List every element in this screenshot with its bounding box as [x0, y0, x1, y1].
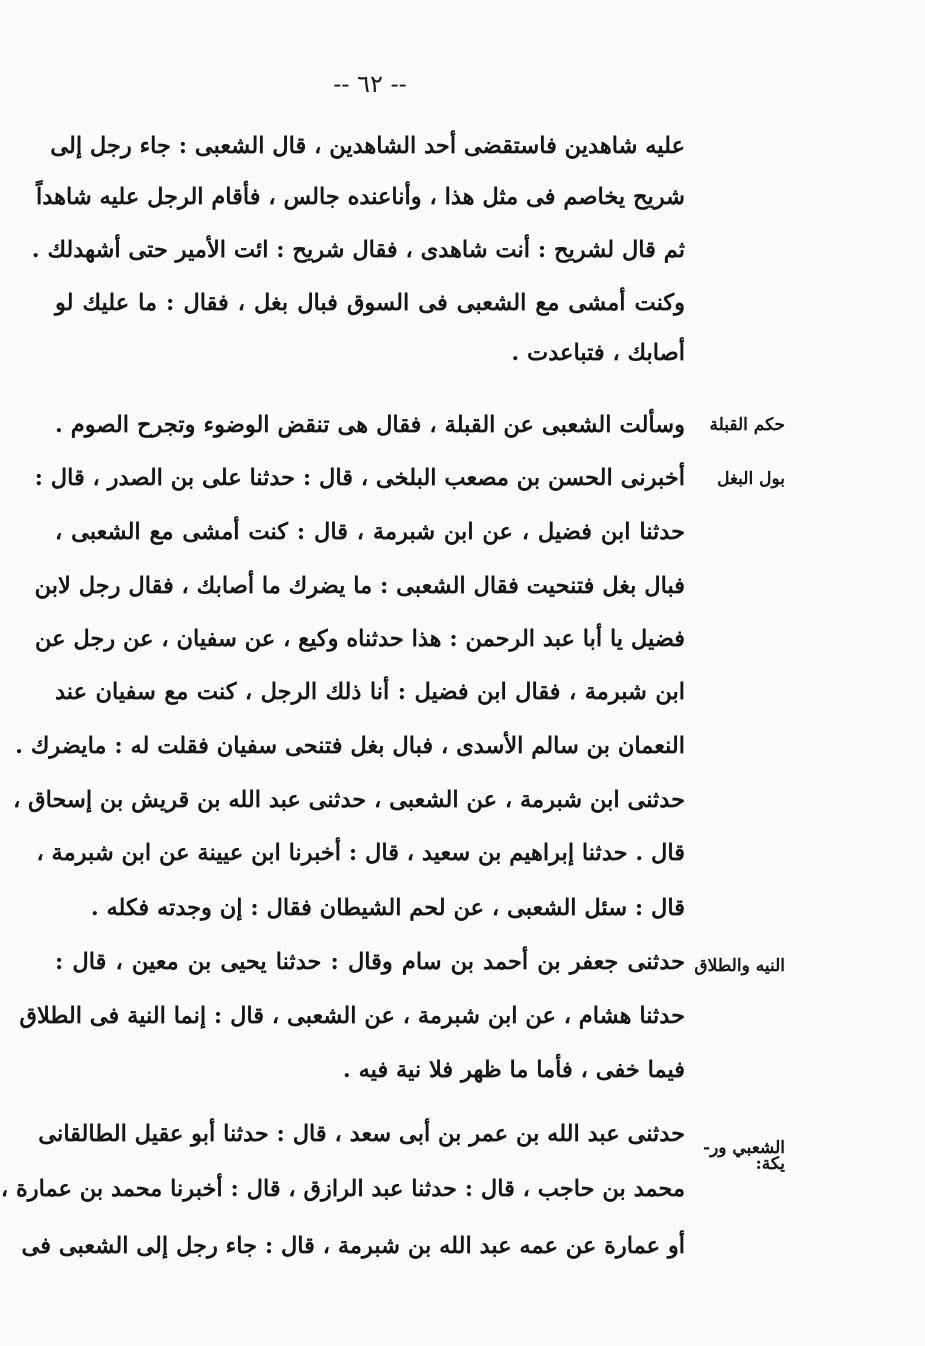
text-line: عليه شاهدين فاستقضى أحد الشاهدين ، قال الشعبى : جاء رجل إلى: [50, 133, 685, 159]
text-line: أصابك ، فتباعدت .: [511, 340, 685, 366]
margin-note: بول البغل: [717, 469, 785, 489]
text-line: حدثنا ابن فضيل ، عن ابن شبرمة ، قال : كنت أمشى مع الشعبى ،: [55, 519, 685, 545]
text-line: وسألت الشعبى عن القبلة ، فقال هى تنقض الوضوء وتجرح الصوم .: [55, 412, 685, 438]
text-line: فضيل يا أبا عبد الرحمن : هذا حدثناه وكيع ، عن سفيان ، عن رجل عن: [34, 626, 685, 652]
margin-note: النيه والطلاق: [694, 956, 785, 976]
text-line: قال . حدثنا إبراهيم بن سعيد ، قال : أخبرنا ابن عيينة عن ابن شبرمة ،: [36, 840, 685, 866]
text-line: حدثنى جعفر بن أحمد بن سام وقال : حدثنا يحيى بن معين ، قال :: [55, 949, 685, 975]
text-line: حدثنا هشام ، عن ابن شبرمة ، عن الشعبى ، قال : إنما النية فى الطلاق: [19, 1003, 685, 1029]
text-line: وكنت أمشى مع الشعبى فى السوق فبال بغل ، فقال : ما عليك لو: [55, 290, 685, 316]
text-line: شريح يخاصم فى مثل هذا ، وأناعنده جالس ، فأقام الرجل عليه شاهداً: [36, 184, 685, 210]
text-line: أخبرنى الحسن بن مصعب البلخى ، قال : حدثنا على بن الصدر ، قال :: [34, 465, 685, 491]
text-line: قال : سئل الشعبى ، عن لحم الشيطان فقال : إن وجدته فكله .: [90, 895, 685, 921]
text-line: حدثنى عبد الله بن عمر بن أبى سعد ، قال : حدثنا أبو عقيل الطالقانى: [38, 1121, 685, 1147]
margin-note: حكم القبلة: [709, 415, 785, 435]
text-line: حدثنى ابن شبرمة ، عن الشعبى ، حدثنى عبد الله بن قريش بن إسحاق ،: [13, 787, 685, 813]
text-line: محمد بن حاجب ، قال : حدثنا عبد الرازق ، قال : أخبرنا محمد بن عمارة ،: [0, 1176, 685, 1202]
page-number: -- ٦٢ --: [333, 70, 407, 98]
text-line: فبال بغل فتنحيت فقال الشعبى : ما يضرك ما أصابك ، فقال رجل لابن: [34, 573, 685, 599]
margin-note: الشعبي ور- يكة:: [703, 1138, 785, 1174]
text-line: فيما خفى ، فأما ما ظهر فلا نية فيه .: [342, 1057, 685, 1083]
text-line: ابن شبرمة ، فقال ابن فضيل : أنا ذلك الرجل ، كنت مع سفيان عند: [55, 679, 685, 705]
text-line: أو عمارة عن عمه عبد الله بن شبرمة ، قال : جاء رجل إلى الشعبى فى: [21, 1233, 685, 1259]
text-line: ثم قال لشريح : أنت شاهدى ، فقال شريح : ائت الأمير حتى أشهدلك .: [31, 237, 685, 263]
text-line: النعمان بن سالم الأسدى ، فبال بغل فتنحى سفيان فقلت له : مايضرك .: [15, 733, 685, 759]
